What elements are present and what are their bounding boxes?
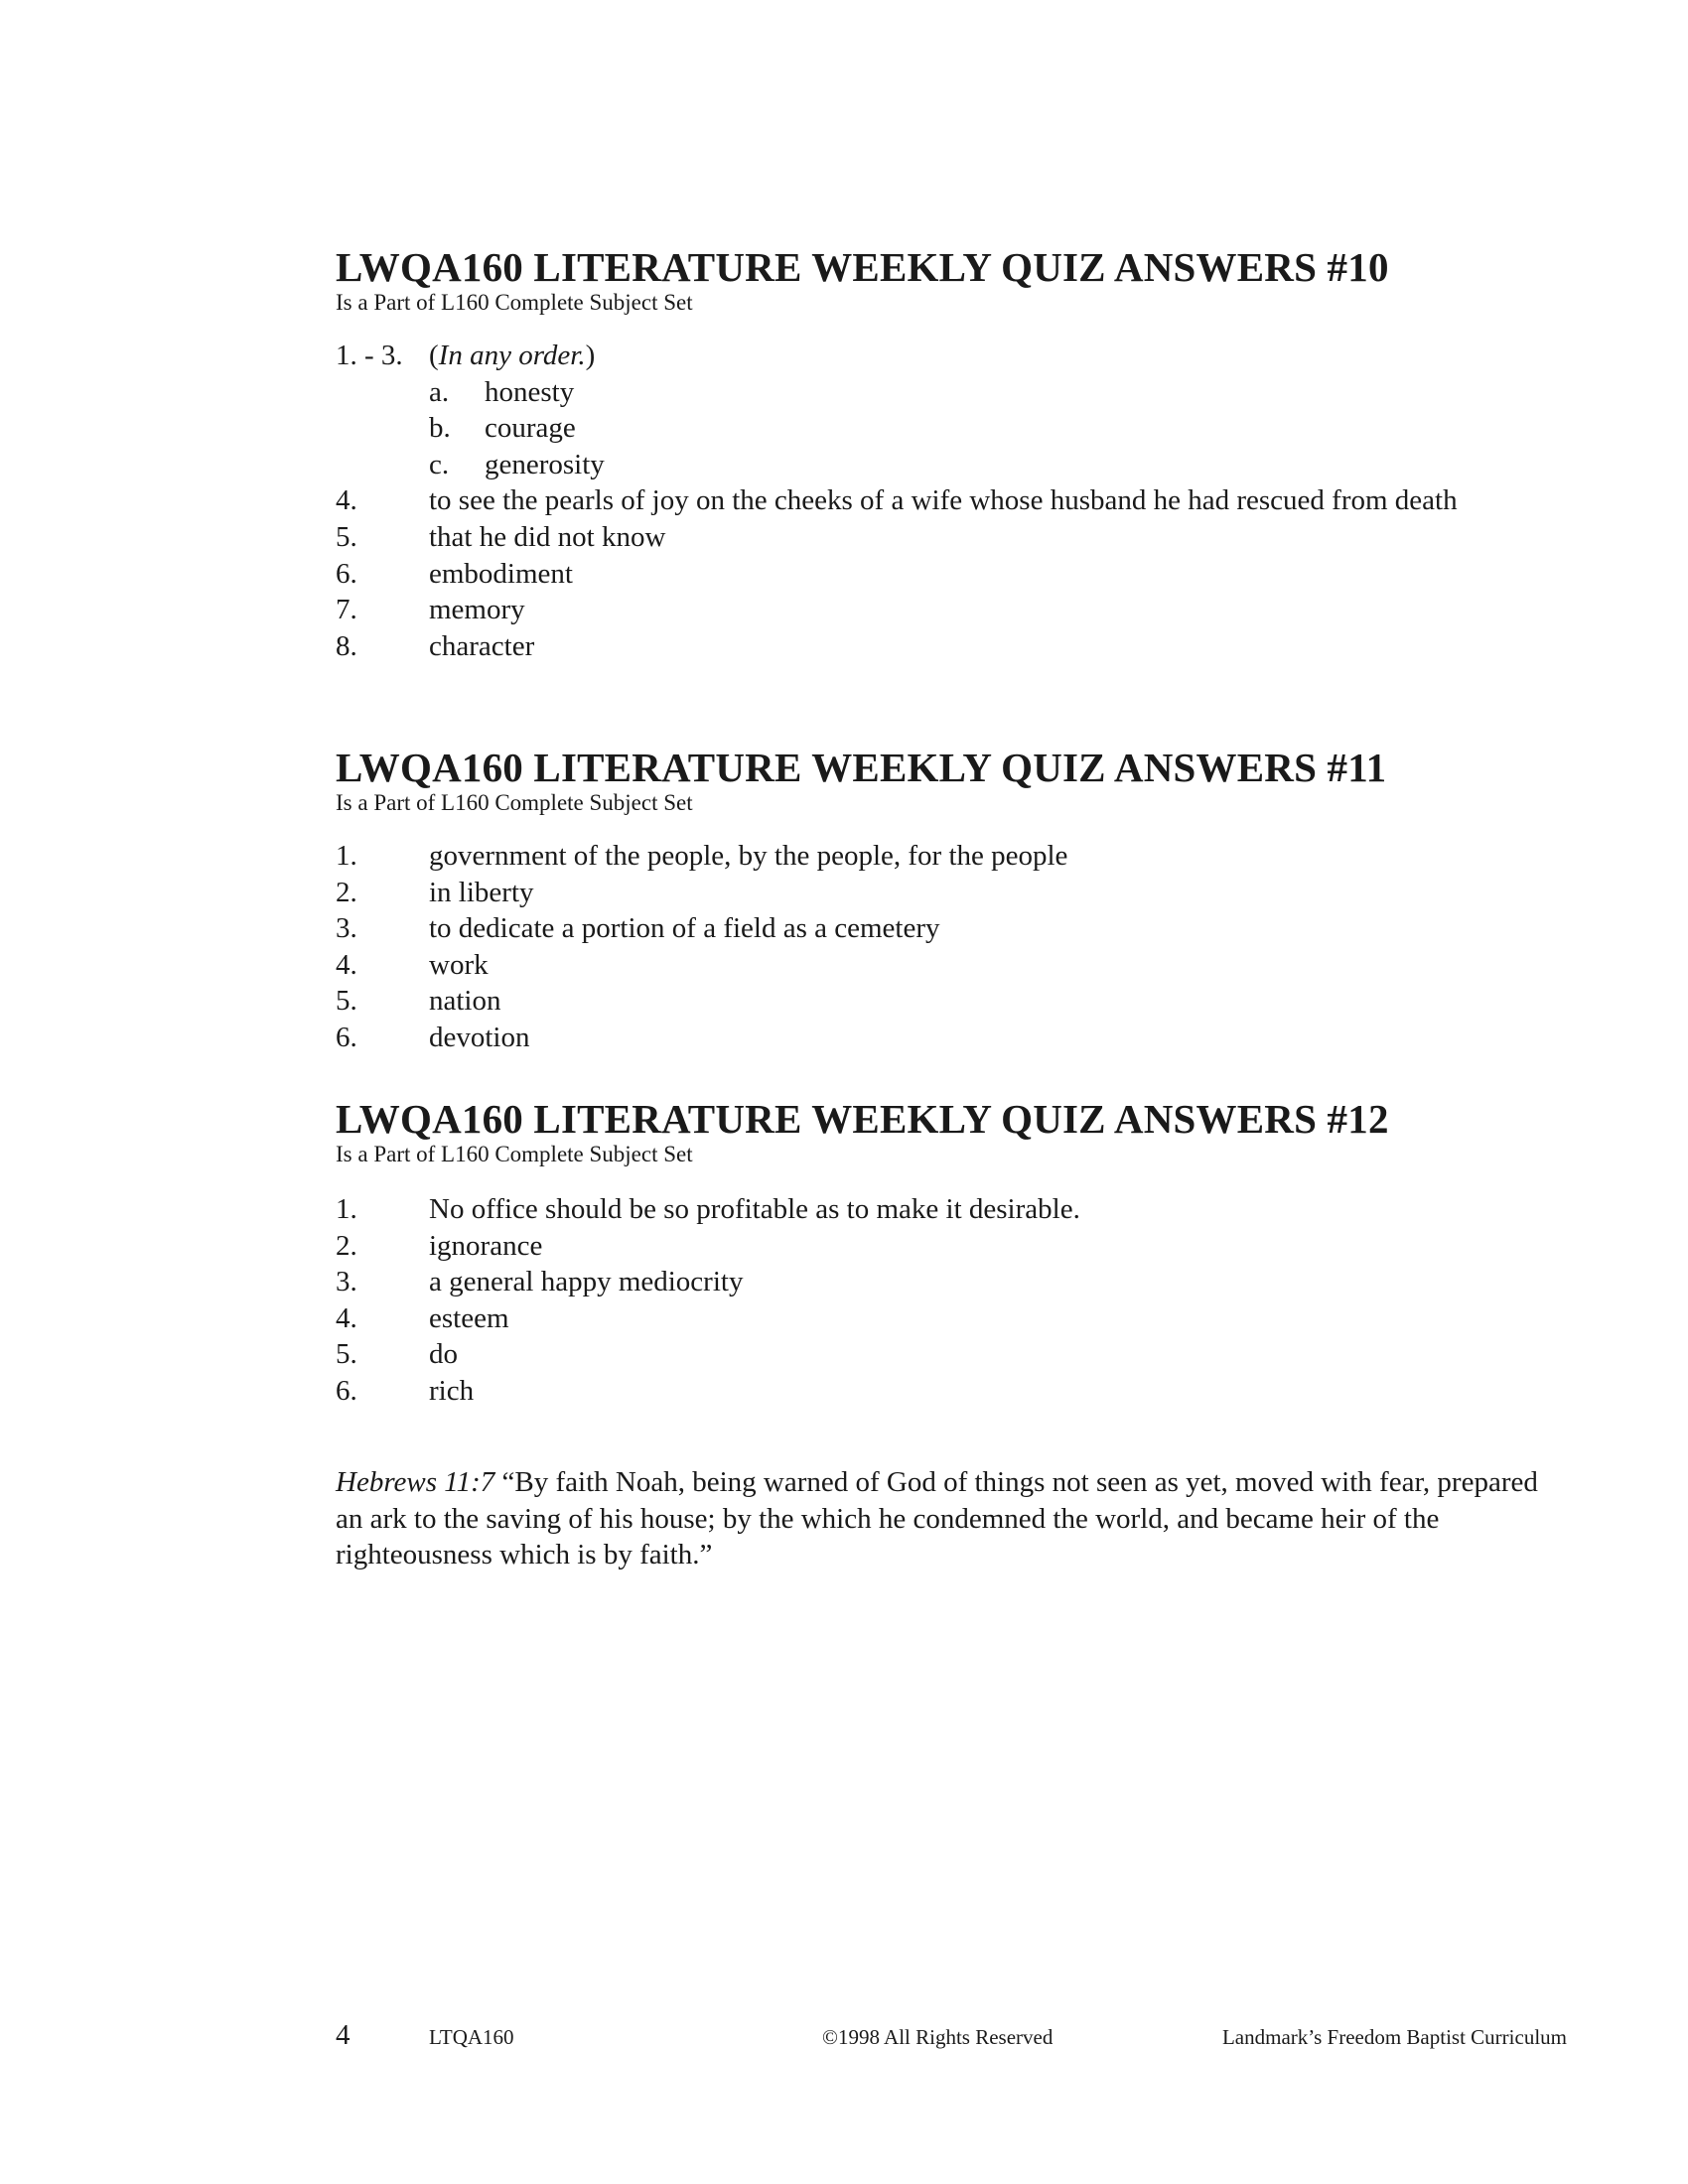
answer-number: 1. - 3. bbox=[336, 340, 403, 371]
verse-reference: Hebrews 11:7 bbox=[336, 1466, 495, 1498]
answer-list bbox=[336, 838, 1567, 1056]
answer-text: to see the pearls of joy on the cheeks of a wife whose husband he had rescued from death bbox=[429, 484, 1458, 517]
answer-item bbox=[336, 1336, 1567, 1373]
answer-item bbox=[336, 910, 1567, 947]
sub-answer-text: honesty bbox=[485, 375, 575, 408]
answer-number: 6. bbox=[336, 1374, 357, 1407]
answer-number: 8. bbox=[336, 629, 357, 662]
answer-item bbox=[336, 1264, 1567, 1300]
answer-text: nation bbox=[429, 985, 501, 1018]
sub-answer-item bbox=[336, 410, 1567, 447]
answer-text: No office should be so profitable as to make it desirable. bbox=[429, 1193, 1080, 1225]
answer-text: government of the people, by the people, for the people bbox=[429, 840, 1068, 872]
section-title: LWQA160 LITERATURE WEEKLY QUIZ ANSWERS #12 bbox=[336, 1096, 1389, 1142]
answer-text: in liberty bbox=[429, 876, 534, 908]
answer-item bbox=[336, 1191, 1567, 1228]
section-subtitle: Is a Part of L160 Complete Subject Set bbox=[336, 790, 693, 815]
sub-answer-text: courage bbox=[485, 412, 576, 445]
section-title: LWQA160 LITERATURE WEEKLY QUIZ ANSWERS #10 bbox=[336, 244, 1389, 290]
sub-answer-text: generosity bbox=[485, 448, 605, 480]
answer-text: esteem bbox=[429, 1301, 509, 1334]
answer-text: rich bbox=[429, 1374, 475, 1407]
answer-list bbox=[336, 1191, 1567, 1410]
answer-number: 1. bbox=[336, 1193, 357, 1225]
answer-item bbox=[336, 482, 1567, 519]
answer-number: 5. bbox=[336, 1338, 357, 1371]
page-number: 4 bbox=[336, 2019, 351, 2051]
sub-answer-list bbox=[336, 374, 1567, 483]
answer-text: do bbox=[429, 1338, 458, 1371]
answer-item bbox=[336, 1228, 1567, 1265]
document-code: LTQA160 bbox=[429, 2025, 514, 2049]
publisher-name: Landmark’s Freedom Baptist Curriculum bbox=[1221, 2025, 1567, 2049]
answer-text: character bbox=[429, 629, 535, 662]
answer-text: embodiment bbox=[429, 557, 573, 590]
answer-item bbox=[336, 1020, 1567, 1056]
quiz-section-12 bbox=[336, 1096, 1567, 1410]
answer-number: 1. bbox=[336, 840, 357, 872]
sub-answer-group bbox=[336, 374, 1567, 483]
answer-number: 7. bbox=[336, 594, 357, 626]
sub-answer-letter: b. bbox=[429, 412, 451, 445]
answer-note bbox=[429, 340, 595, 371]
answer-item bbox=[336, 556, 1567, 593]
answer-item bbox=[336, 1373, 1567, 1410]
note-close-paren: ) bbox=[585, 340, 596, 371]
answer-number: 4. bbox=[336, 484, 357, 517]
answer-text: memory bbox=[429, 594, 525, 626]
answer-number: 5. bbox=[336, 520, 357, 553]
sub-answer-letter: a. bbox=[429, 375, 450, 408]
answer-number: 3. bbox=[336, 1266, 357, 1298]
section-title: LWQA160 LITERATURE WEEKLY QUIZ ANSWERS #11 bbox=[336, 745, 1387, 790]
copyright-notice: ©1998 All Rights Reserved bbox=[822, 2025, 1054, 2049]
answer-item bbox=[336, 838, 1567, 875]
answer-number: 2. bbox=[336, 876, 357, 908]
answer-item bbox=[336, 983, 1567, 1020]
answer-item bbox=[336, 947, 1567, 984]
answer-item bbox=[336, 338, 1567, 374]
sub-answer-item bbox=[336, 374, 1567, 411]
answer-item bbox=[336, 628, 1567, 665]
answer-item bbox=[336, 875, 1567, 911]
note-text: In any order. bbox=[438, 340, 586, 371]
answer-number: 6. bbox=[336, 557, 357, 590]
page-footer bbox=[336, 2017, 1567, 2057]
scripture-verse bbox=[336, 1464, 1567, 1573]
answer-text: that he did not know bbox=[429, 520, 666, 553]
answer-number: 4. bbox=[336, 1301, 357, 1334]
answer-number: 5. bbox=[336, 985, 357, 1018]
sub-answer-letter: c. bbox=[429, 448, 450, 480]
quiz-section-11 bbox=[336, 745, 1567, 1056]
answer-number: 6. bbox=[336, 1021, 357, 1053]
answer-number: 3. bbox=[336, 912, 357, 945]
answer-item bbox=[336, 1300, 1567, 1337]
quiz-section-10 bbox=[336, 244, 1567, 664]
note-open-paren: ( bbox=[429, 340, 439, 371]
answer-text: work bbox=[429, 948, 489, 981]
answer-item bbox=[336, 592, 1567, 628]
answer-text: to dedicate a portion of a field as a cemetery bbox=[429, 912, 940, 945]
answer-item bbox=[336, 519, 1567, 556]
answer-number: 2. bbox=[336, 1229, 357, 1262]
answer-text: a general happy mediocrity bbox=[429, 1266, 744, 1298]
verse-text: “By faith Noah, being warned of God of things not seen as yet, moved with fear, prepared an ark to the saving of his house; by the which he condemned the world, and became heir of the righteousness which is by faith.” bbox=[336, 1466, 1538, 1570]
sub-answer-item bbox=[336, 447, 1567, 483]
answer-text: devotion bbox=[429, 1021, 530, 1053]
answer-list bbox=[336, 338, 1567, 664]
answer-text: ignorance bbox=[429, 1229, 543, 1262]
answer-number: 4. bbox=[336, 948, 357, 981]
section-subtitle: Is a Part of L160 Complete Subject Set bbox=[336, 1142, 693, 1166]
section-subtitle: Is a Part of L160 Complete Subject Set bbox=[336, 290, 693, 315]
